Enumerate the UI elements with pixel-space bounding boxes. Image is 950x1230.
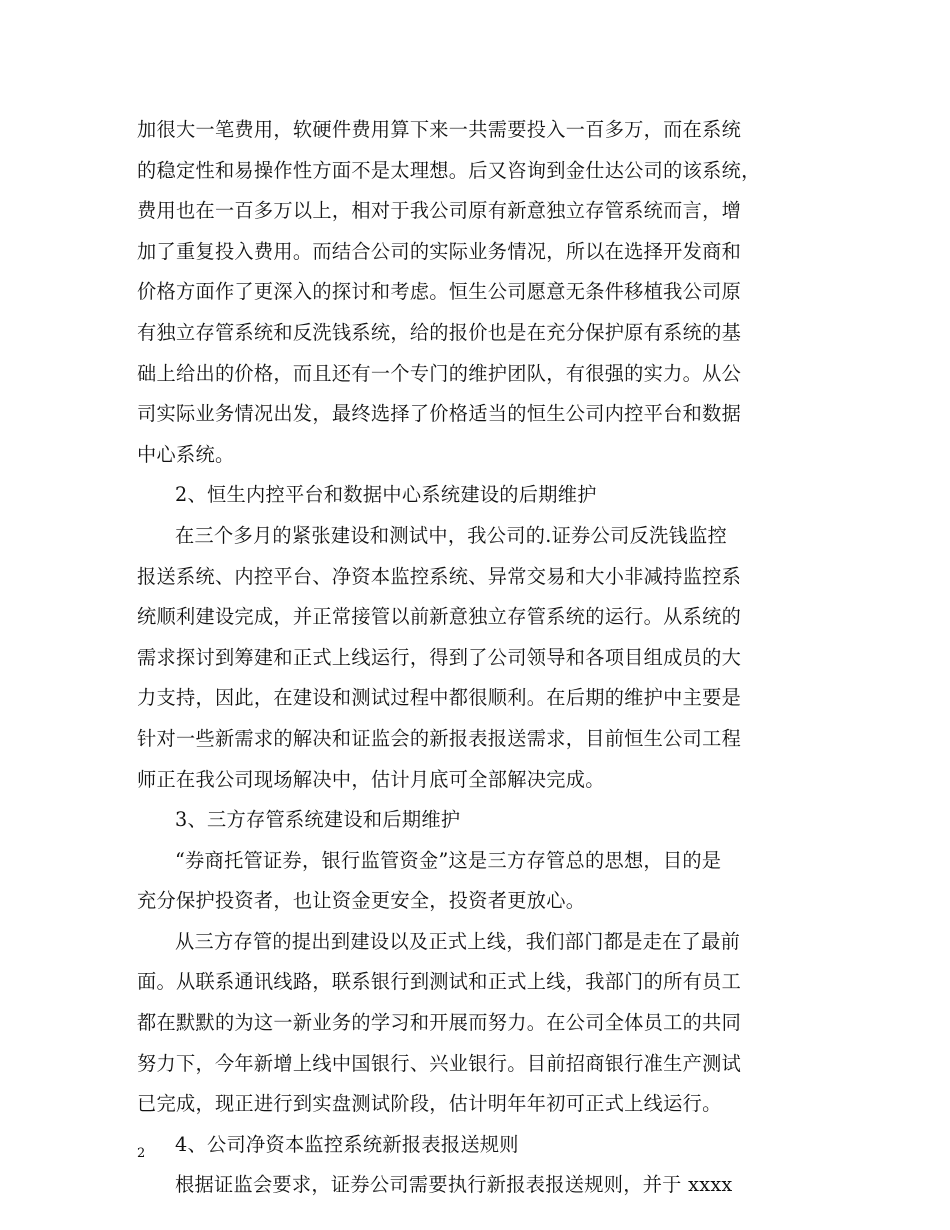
page-number: 2 — [137, 1146, 146, 1161]
text-line: 的稳定性和易操作性方面不是太理想。后又咨询到金仕达公司的该系统， — [137, 158, 761, 182]
text-line: 有独立存管系统和反洗钱系统，给的报价也是在充分保护原有系统的基 — [137, 320, 742, 344]
body-text — [137, 110, 827, 1206]
text-line: 面。从联系通讯线路，联系银行到测试和正式上线，我部门的所有员工 — [137, 970, 742, 994]
text-line: 础上给出的价格，而且还有一个专门的维护团队，有很强的实力。从公 — [137, 361, 742, 385]
text-line: 需求探讨到筹建和正式上线运行，得到了公司领导和各项目组成员的大 — [137, 645, 742, 669]
text-line: 都在默默的为这一新业务的学习和开展而努力。在公司全体员工的共同 — [137, 1011, 742, 1035]
text-line: 司实际业务情况出发，最终选择了价格适当的恒生公司内控平台和数据 — [137, 402, 742, 426]
text-line: 在三个多月的紧张建设和测试中，我公司的.证券公司反洗钱监控 — [175, 523, 728, 547]
text-line: 针对一些新需求的解决和证监会的新报表报送需求，目前恒生公司工程 — [137, 726, 742, 750]
text-line: 加很大一笔费用，软硬件费用算下来一共需要投入一百多万，而在系统 — [137, 118, 742, 141]
text-line: 已完成，现正进行到实盘测试阶段，估计明年年初可正式上线运行。 — [137, 1092, 722, 1116]
text-line: 师正在我公司现场解决中，估计月底可全部解决完成。 — [137, 767, 605, 791]
text-line: 4、公司净资本监控系统新报表报送规则 — [175, 1132, 519, 1156]
text-line: 报送系统、内控平台、净资本监控系统、异常交易和大小非减持监控系 — [137, 564, 742, 588]
text-line: “券商托管证券，银行监管资金”这是三方存管总的思想，目的是 — [175, 848, 722, 872]
text-line: 价格方面作了更深入的探讨和考虑。恒生公司愿意无条件移植我公司原 — [137, 280, 742, 304]
text-line: 努力下，今年新增上线中国银行、兴业银行。目前招商银行准生产测试 — [137, 1051, 742, 1075]
text-line: 中心系统。 — [137, 442, 235, 466]
text-line: 根据证监会要求，证券公司需要执行新报表报送规则，并于 xxxx — [175, 1173, 733, 1197]
text-line: 加了重复投入费用。而结合公司的实际业务情况，所以在选择开发商和 — [137, 239, 742, 263]
text-line: 费用也在一百多万以上，相对于我公司原有新意独立存管系统而言，增 — [137, 199, 742, 223]
text-line: 2、恒生内控平台和数据中心系统建设的后期维护 — [175, 483, 597, 507]
text-line: 统顺利建设完成，并正常接管以前新意独立存管系统的运行。从系统的 — [137, 605, 742, 629]
text-line: 3、三方存管系统建设和后期维护 — [175, 808, 461, 832]
text-line: 从三方存管的提出到建设以及正式上线，我们部门都是走在了最前 — [175, 929, 741, 953]
text-line: 力支持，因此，在建设和测试过程中都很顺利。在后期的维护中主要是 — [137, 686, 742, 710]
text-line: 充分保护投资者，也让资金更安全，投资者更放心。 — [137, 889, 586, 913]
